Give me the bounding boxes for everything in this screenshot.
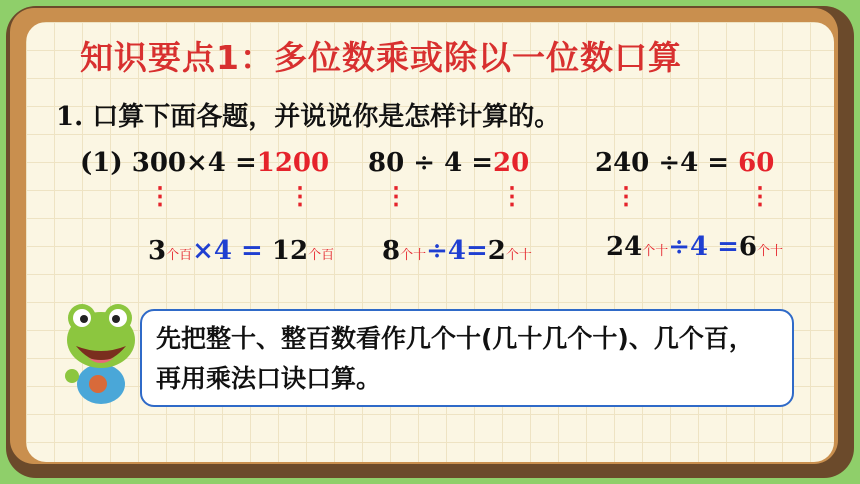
explain-1-result: 12: [271, 236, 309, 266]
explain-2-result: 2: [487, 236, 506, 266]
explain-3-result: 6: [738, 232, 758, 262]
explain-2-result-unit: 个十: [505, 248, 532, 263]
tip-box: [140, 309, 794, 407]
explain-1-op: ×4 =: [192, 236, 263, 266]
frog-mascot-icon: [58, 296, 144, 406]
explain-1-unit: 个百: [166, 248, 193, 263]
explain-3-num: 24: [606, 232, 643, 262]
dots-connector: ⋮: [748, 181, 772, 210]
equation-2: [368, 148, 529, 178]
explain-3: [606, 232, 783, 262]
equation-2-answer: 20: [493, 148, 530, 178]
explain-3-unit: 个十: [642, 244, 669, 259]
equation-2-left: 80 ÷ 4 =: [368, 148, 493, 178]
dots-connector: ⋮: [384, 181, 408, 210]
equation-3-answer: 60: [738, 148, 775, 178]
explain-2: [382, 236, 532, 266]
dots-connector: ⋮: [614, 181, 638, 210]
explain-2-op: ÷4=: [426, 236, 488, 266]
question-text: 1. 口算下面各题，并说说你是怎样计算的。: [56, 102, 561, 132]
explain-3-result-unit: 个十: [757, 244, 784, 259]
explain-1: [148, 236, 334, 266]
equation-3: [595, 148, 774, 178]
equation-1-left: (1) 300×4 =: [80, 148, 257, 178]
explain-1-num: 3: [148, 236, 167, 266]
explain-3-op: ÷4 =: [668, 232, 739, 262]
equation-1: [80, 148, 329, 178]
tip-text: 先把整十、整百数看作几个十(几十几个十)、几个百，再用乘法口诀口算。: [156, 324, 754, 393]
dots-connector: ⋮: [500, 181, 524, 210]
explain-2-unit: 个十: [400, 248, 427, 263]
equation-3-left: 240 ÷4 =: [595, 148, 730, 178]
page-title: 知识要点1：多位数乘或除以一位数口算: [80, 38, 682, 77]
explain-1-result-unit: 个百: [308, 248, 335, 263]
explain-2-num: 8: [382, 236, 401, 266]
dots-connector: ⋮: [288, 181, 312, 210]
equation-1-answer: 1200: [256, 148, 330, 178]
dots-connector: ⋮: [148, 181, 172, 210]
